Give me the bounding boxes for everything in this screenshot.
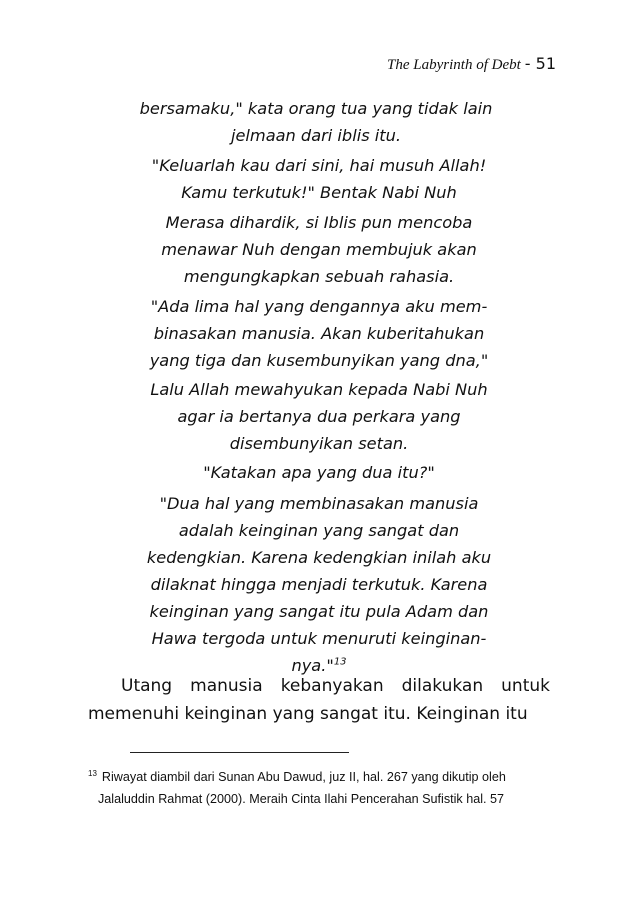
verse-line: adalah keinginan yang sangat dan: [178, 521, 460, 540]
body-paragraph: [88, 672, 550, 728]
verse-line: "Keluarlah kau dari sini, hai musuh Allah!: [151, 156, 487, 175]
verse-block-7: [0, 490, 638, 679]
footnote-number: 13: [88, 768, 97, 778]
verse-line: Hawa tergoda untuk menuruti keinginan-: [151, 629, 487, 648]
verse-block-3: [0, 209, 638, 290]
verse-block-1: [0, 95, 635, 149]
verse-line: binasakan manusia. Akan kuberitahukan: [153, 324, 485, 343]
footnote-text: Riwayat diambil dari Sunan Abu Dawud, juz II, hal. 267 yang dikutip oleh: [101, 770, 506, 784]
verse-line: "Dua hal yang membinasakan manusia: [159, 494, 479, 513]
verse-line: disembunyikan setan.: [229, 434, 409, 453]
verse-line: menawar Nuh dengan membujuk akan: [161, 240, 477, 259]
footnote-line: Jalaluddin Rahmat (2000). Meraih Cinta Ilahi Pencerahan Sufistik hal. 57: [98, 792, 505, 806]
page-header: [387, 54, 556, 74]
verse-line: "Ada lima hal yang dengannya aku mem-: [150, 297, 488, 316]
verse-line: Lalu Allah mewahyukan kepada Nabi Nuh: [150, 380, 488, 399]
footnote: [88, 766, 558, 810]
verse-line: kedengkian. Karena kedengkian inilah aku: [146, 548, 492, 567]
page-number: - 51: [524, 54, 556, 73]
verse-line: "Katakan apa yang dua itu?": [203, 463, 435, 482]
verse-line: jelmaan dari iblis itu.: [230, 126, 402, 145]
verse-line: dilaknat hingga menjadi terkutuk. Karena: [150, 575, 488, 594]
verse-line: yang tiga dan kusembunyikan yang dna,": [149, 351, 489, 370]
verse-line: Merasa dihardik, si Iblis pun mencoba: [165, 213, 473, 232]
verse-block-6: [0, 459, 638, 486]
verse-line: bersamaku," kata orang tua yang tidak lain: [139, 99, 493, 118]
footnote-reference[interactable]: 13: [333, 656, 347, 668]
verse-block-4: [0, 293, 638, 374]
verse-line: agar ia bertanya dua perkara yang: [177, 407, 461, 426]
verse-line: Kamu terkutuk!" Bentak Nabi Nuh: [181, 183, 457, 202]
footnote-divider: [130, 752, 349, 753]
running-title: The Labyrinth of Debt: [387, 57, 521, 73]
verse-line-text: nya.": [291, 656, 334, 675]
verse-block-5: [0, 376, 638, 457]
footnote-line: [88, 766, 558, 788]
verse-line: keinginan yang sangat itu pula Adam dan: [149, 602, 489, 621]
paragraph-line: memenuhi keinginan yang sangat itu. Keinginan itu: [88, 704, 528, 724]
paragraph-line: Utang manusia kebanyakan dilakukan untuk: [121, 676, 550, 696]
verse-block-2: [0, 152, 638, 206]
verse-line: mengungkapkan sebuah rahasia.: [183, 267, 455, 286]
